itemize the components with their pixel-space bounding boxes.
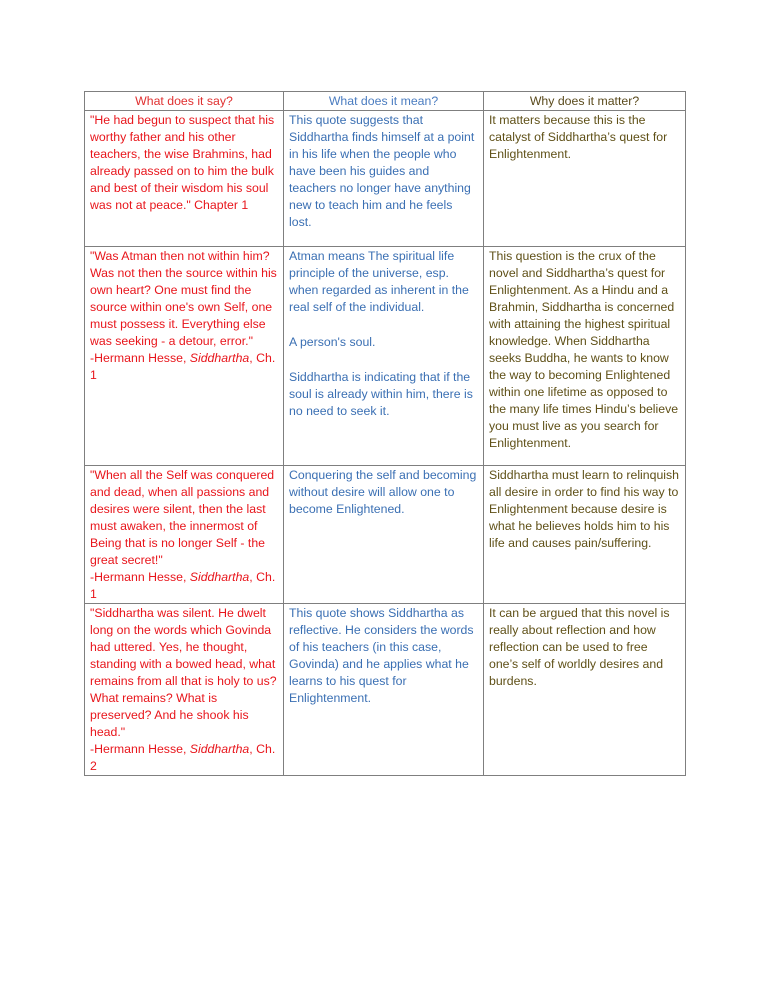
book-title: Siddhartha <box>189 570 250 584</box>
quote-cell <box>85 466 284 604</box>
meaning-cell <box>284 247 484 466</box>
meaning-interpretation: Siddhartha is indicating that if the soul is already within him, there is no need to seek it. <box>289 370 473 418</box>
significance-cell: It can be argued that this novel is really about reflection and how reflection can be used to free one’s self of worldly desires and burdens. <box>484 604 686 776</box>
header-what-it-says: What does it say? <box>85 92 284 111</box>
book-title: Siddhartha <box>189 742 250 756</box>
quote-text: "Was Atman then not within him? Was not then the source within his own heart? One must find the source within one's own Self, one must possess it. Everything else was seeking - a detour, error." <box>90 249 277 348</box>
attribution-suffix: , Ch. 1 <box>90 570 276 601</box>
table-row <box>85 247 686 466</box>
header-row <box>85 92 686 111</box>
quote-cell <box>85 247 284 466</box>
analysis-table <box>84 91 686 776</box>
significance-cell: This question is the crux of the novel and Siddhartha’s quest for Enlightenment. As a Hindu and a Brahmin, Siddhartha is concerned with attaining the highest spiritual knowledge. When Siddhartha seeks Buddha, he wants to know the way to becoming Enlightened within one lifetime as opposed to the many life times Hindu’s believe you must live as you search for Enlightenment. <box>484 247 686 466</box>
table-row <box>85 466 686 604</box>
quote-cell <box>85 604 284 776</box>
meaning-definition: Atman means The spiritual life principle of the universe, esp. when regarded as inherent in the real self of the individual. <box>289 249 469 314</box>
attribution-prefix: -Hermann Hesse, <box>90 351 190 365</box>
significance-cell: Siddhartha must learn to relinquish all desire in order to find his way to Enlightenment because desire is what he believes holds him to his life and causes pain/suffering. <box>484 466 686 604</box>
significance-cell: It matters because this is the catalyst of Siddhartha’s quest for Enlightenment. <box>484 111 686 247</box>
table-row <box>85 604 686 776</box>
meaning-cell: Conquering the self and becoming without desire will allow one to become Enlightened. <box>284 466 484 604</box>
meaning-cell: This quote suggests that Siddhartha finds himself at a point in his life when the people who have been his guides and teachers no longer have anything new to teach him and he feels lost. <box>284 111 484 247</box>
attribution-prefix: -Hermann Hesse, <box>90 570 190 584</box>
book-title: Siddhartha <box>189 351 250 365</box>
header-why-it-matters: Why does it matter? <box>484 92 686 111</box>
attribution-suffix: , Ch. 1 <box>90 351 276 382</box>
quote-text: "When all the Self was conquered and dead, when all passions and desires were silent, then the last must awaken, the innermost of Being that is no longer Self - the great secret!" <box>90 468 275 567</box>
attribution-suffix: , Ch. 2 <box>90 742 276 773</box>
header-what-it-means: What does it mean? <box>284 92 484 111</box>
meaning-soul: A person's soul. <box>289 335 376 349</box>
quote-text: "Siddhartha was silent. He dwelt long on the words which Govinda had uttered. Yes, he thought, standing with a bowed head, what remains from all that is holy to us? What remains? What is preserved? And he shook his head." <box>90 606 277 739</box>
quote-cell: "He had begun to suspect that his worthy father and his other teachers, the wise Brahmins, had already passed on to him the bulk and best of their wisdom his soul was not at peace." Chapter 1 <box>85 111 284 247</box>
table-row <box>85 111 686 247</box>
meaning-cell: This quote shows Siddhartha as reflective. He considers the words of his teachers (in this case, Govinda) and he applies what he learns to his quest for Enlightenment. <box>284 604 484 776</box>
attribution-prefix: -Hermann Hesse, <box>90 742 190 756</box>
